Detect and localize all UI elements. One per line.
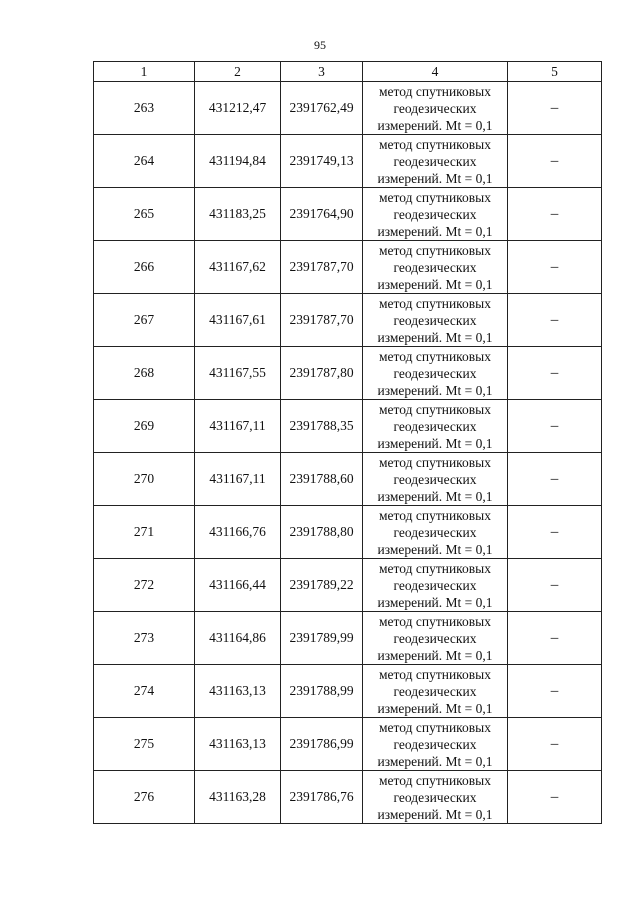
method-line-3: измерений. Mt = 0,1 [377, 647, 493, 663]
method-line-1: метод спутниковых [379, 666, 491, 682]
header-row [94, 62, 602, 82]
coordinate-x: 431166,76 [195, 506, 281, 559]
point-number: 266 [94, 241, 195, 294]
point-number: 269 [94, 400, 195, 453]
method-line-2: геодезических [393, 630, 477, 646]
coordinate-y: 2391788,80 [281, 506, 363, 559]
method-line-3: измерений. Mt = 0,1 [377, 117, 493, 133]
method-line-1: метод спутниковых [379, 772, 491, 788]
method-line-3: измерений. Mt = 0,1 [377, 700, 493, 716]
method-line-1: метод спутниковых [379, 189, 491, 205]
method-line-3: измерений. Mt = 0,1 [377, 806, 493, 822]
method-line-3: измерений. Mt = 0,1 [377, 594, 493, 610]
method-description [363, 135, 508, 188]
table-row [94, 718, 602, 771]
coordinate-y: 2391786,99 [281, 718, 363, 771]
method-line-2: геодезических [393, 206, 477, 222]
column-5-value: – [508, 771, 602, 824]
column-5-value: – [508, 559, 602, 612]
method-line-2: геодезических [393, 365, 477, 381]
method-line-3: измерений. Mt = 0,1 [377, 329, 493, 345]
method-line-3: измерений. Mt = 0,1 [377, 276, 493, 292]
table-row [94, 400, 602, 453]
coordinate-y: 2391788,35 [281, 400, 363, 453]
coordinate-x: 431167,55 [195, 347, 281, 400]
point-number: 271 [94, 506, 195, 559]
table-row [94, 347, 602, 400]
table-row [94, 82, 602, 135]
method-line-1: метод спутниковых [379, 401, 491, 417]
method-description [363, 665, 508, 718]
method-line-1: метод спутниковых [379, 295, 491, 311]
method-line-3: измерений. Mt = 0,1 [377, 541, 493, 557]
coordinate-x: 431166,44 [195, 559, 281, 612]
coordinate-x: 431167,61 [195, 294, 281, 347]
coordinate-y: 2391762,49 [281, 82, 363, 135]
point-number: 263 [94, 82, 195, 135]
point-number: 265 [94, 188, 195, 241]
coordinate-x: 431163,13 [195, 665, 281, 718]
method-description [363, 453, 508, 506]
method-line-3: измерений. Mt = 0,1 [377, 170, 493, 186]
coordinate-y: 2391786,76 [281, 771, 363, 824]
coordinate-x: 431194,84 [195, 135, 281, 188]
method-line-2: геодезических [393, 153, 477, 169]
method-line-2: геодезических [393, 100, 477, 116]
method-description [363, 347, 508, 400]
coordinate-y: 2391788,60 [281, 453, 363, 506]
coordinate-x: 431212,47 [195, 82, 281, 135]
coordinate-x: 431164,86 [195, 612, 281, 665]
method-line-1: метод спутниковых [379, 613, 491, 629]
method-line-2: геодезических [393, 312, 477, 328]
point-number: 275 [94, 718, 195, 771]
method-description [363, 506, 508, 559]
method-description [363, 559, 508, 612]
method-line-1: метод спутниковых [379, 136, 491, 152]
method-line-3: измерений. Mt = 0,1 [377, 382, 493, 398]
coordinates-table [93, 61, 602, 824]
coordinate-y: 2391749,13 [281, 135, 363, 188]
column-header-4: 4 [363, 62, 508, 82]
point-number: 273 [94, 612, 195, 665]
method-line-2: геодезических [393, 577, 477, 593]
table-row [94, 453, 602, 506]
coordinate-x: 431183,25 [195, 188, 281, 241]
point-number: 264 [94, 135, 195, 188]
coordinate-x: 431167,11 [195, 400, 281, 453]
column-5-value: – [508, 135, 602, 188]
coordinate-y: 2391789,99 [281, 612, 363, 665]
method-description [363, 241, 508, 294]
column-5-value: – [508, 347, 602, 400]
point-number: 276 [94, 771, 195, 824]
method-line-3: измерений. Mt = 0,1 [377, 223, 493, 239]
coordinate-y: 2391789,22 [281, 559, 363, 612]
method-line-1: метод спутниковых [379, 83, 491, 99]
point-number: 272 [94, 559, 195, 612]
column-5-value: – [508, 506, 602, 559]
method-line-2: геодезических [393, 259, 477, 275]
method-line-2: геодезических [393, 524, 477, 540]
coordinate-x: 431167,11 [195, 453, 281, 506]
method-line-2: геодезических [393, 471, 477, 487]
table-row [94, 188, 602, 241]
method-line-3: измерений. Mt = 0,1 [377, 435, 493, 451]
point-number: 268 [94, 347, 195, 400]
column-5-value: – [508, 188, 602, 241]
column-header-1: 1 [94, 62, 195, 82]
page-number: 95 [314, 38, 326, 52]
coordinate-x: 431167,62 [195, 241, 281, 294]
table-row [94, 665, 602, 718]
coordinate-y: 2391788,99 [281, 665, 363, 718]
method-line-2: геодезических [393, 736, 477, 752]
coordinate-y: 2391764,90 [281, 188, 363, 241]
method-line-2: геодезических [393, 683, 477, 699]
method-line-1: метод спутниковых [379, 719, 491, 735]
method-line-3: измерений. Mt = 0,1 [377, 488, 493, 504]
method-line-1: метод спутниковых [379, 454, 491, 470]
method-description [363, 612, 508, 665]
coordinate-y: 2391787,80 [281, 347, 363, 400]
method-line-1: метод спутниковых [379, 242, 491, 258]
column-5-value: – [508, 665, 602, 718]
method-line-1: метод спутниковых [379, 348, 491, 364]
method-line-1: метод спутниковых [379, 507, 491, 523]
table-body [94, 82, 602, 824]
method-description [363, 294, 508, 347]
column-5-value: – [508, 612, 602, 665]
point-number: 267 [94, 294, 195, 347]
coordinate-y: 2391787,70 [281, 294, 363, 347]
method-description [363, 400, 508, 453]
column-5-value: – [508, 453, 602, 506]
method-line-3: измерений. Mt = 0,1 [377, 753, 493, 769]
column-5-value: – [508, 400, 602, 453]
column-5-value: – [508, 82, 602, 135]
method-description [363, 82, 508, 135]
coordinate-x: 431163,13 [195, 718, 281, 771]
table-row [94, 294, 602, 347]
method-description [363, 718, 508, 771]
method-line-1: метод спутниковых [379, 560, 491, 576]
table-row [94, 506, 602, 559]
method-line-2: геодезических [393, 789, 477, 805]
point-number: 274 [94, 665, 195, 718]
column-header-5: 5 [508, 62, 602, 82]
method-line-2: геодезических [393, 418, 477, 434]
column-header-2: 2 [195, 62, 281, 82]
point-number: 270 [94, 453, 195, 506]
table-row [94, 135, 602, 188]
table-row [94, 771, 602, 824]
coordinate-x: 431163,28 [195, 771, 281, 824]
table-row [94, 612, 602, 665]
method-description [363, 771, 508, 824]
column-header-3: 3 [281, 62, 363, 82]
column-5-value: – [508, 718, 602, 771]
table-row [94, 241, 602, 294]
coordinate-y: 2391787,70 [281, 241, 363, 294]
column-5-value: – [508, 294, 602, 347]
method-description [363, 188, 508, 241]
table-row [94, 559, 602, 612]
column-5-value: – [508, 241, 602, 294]
